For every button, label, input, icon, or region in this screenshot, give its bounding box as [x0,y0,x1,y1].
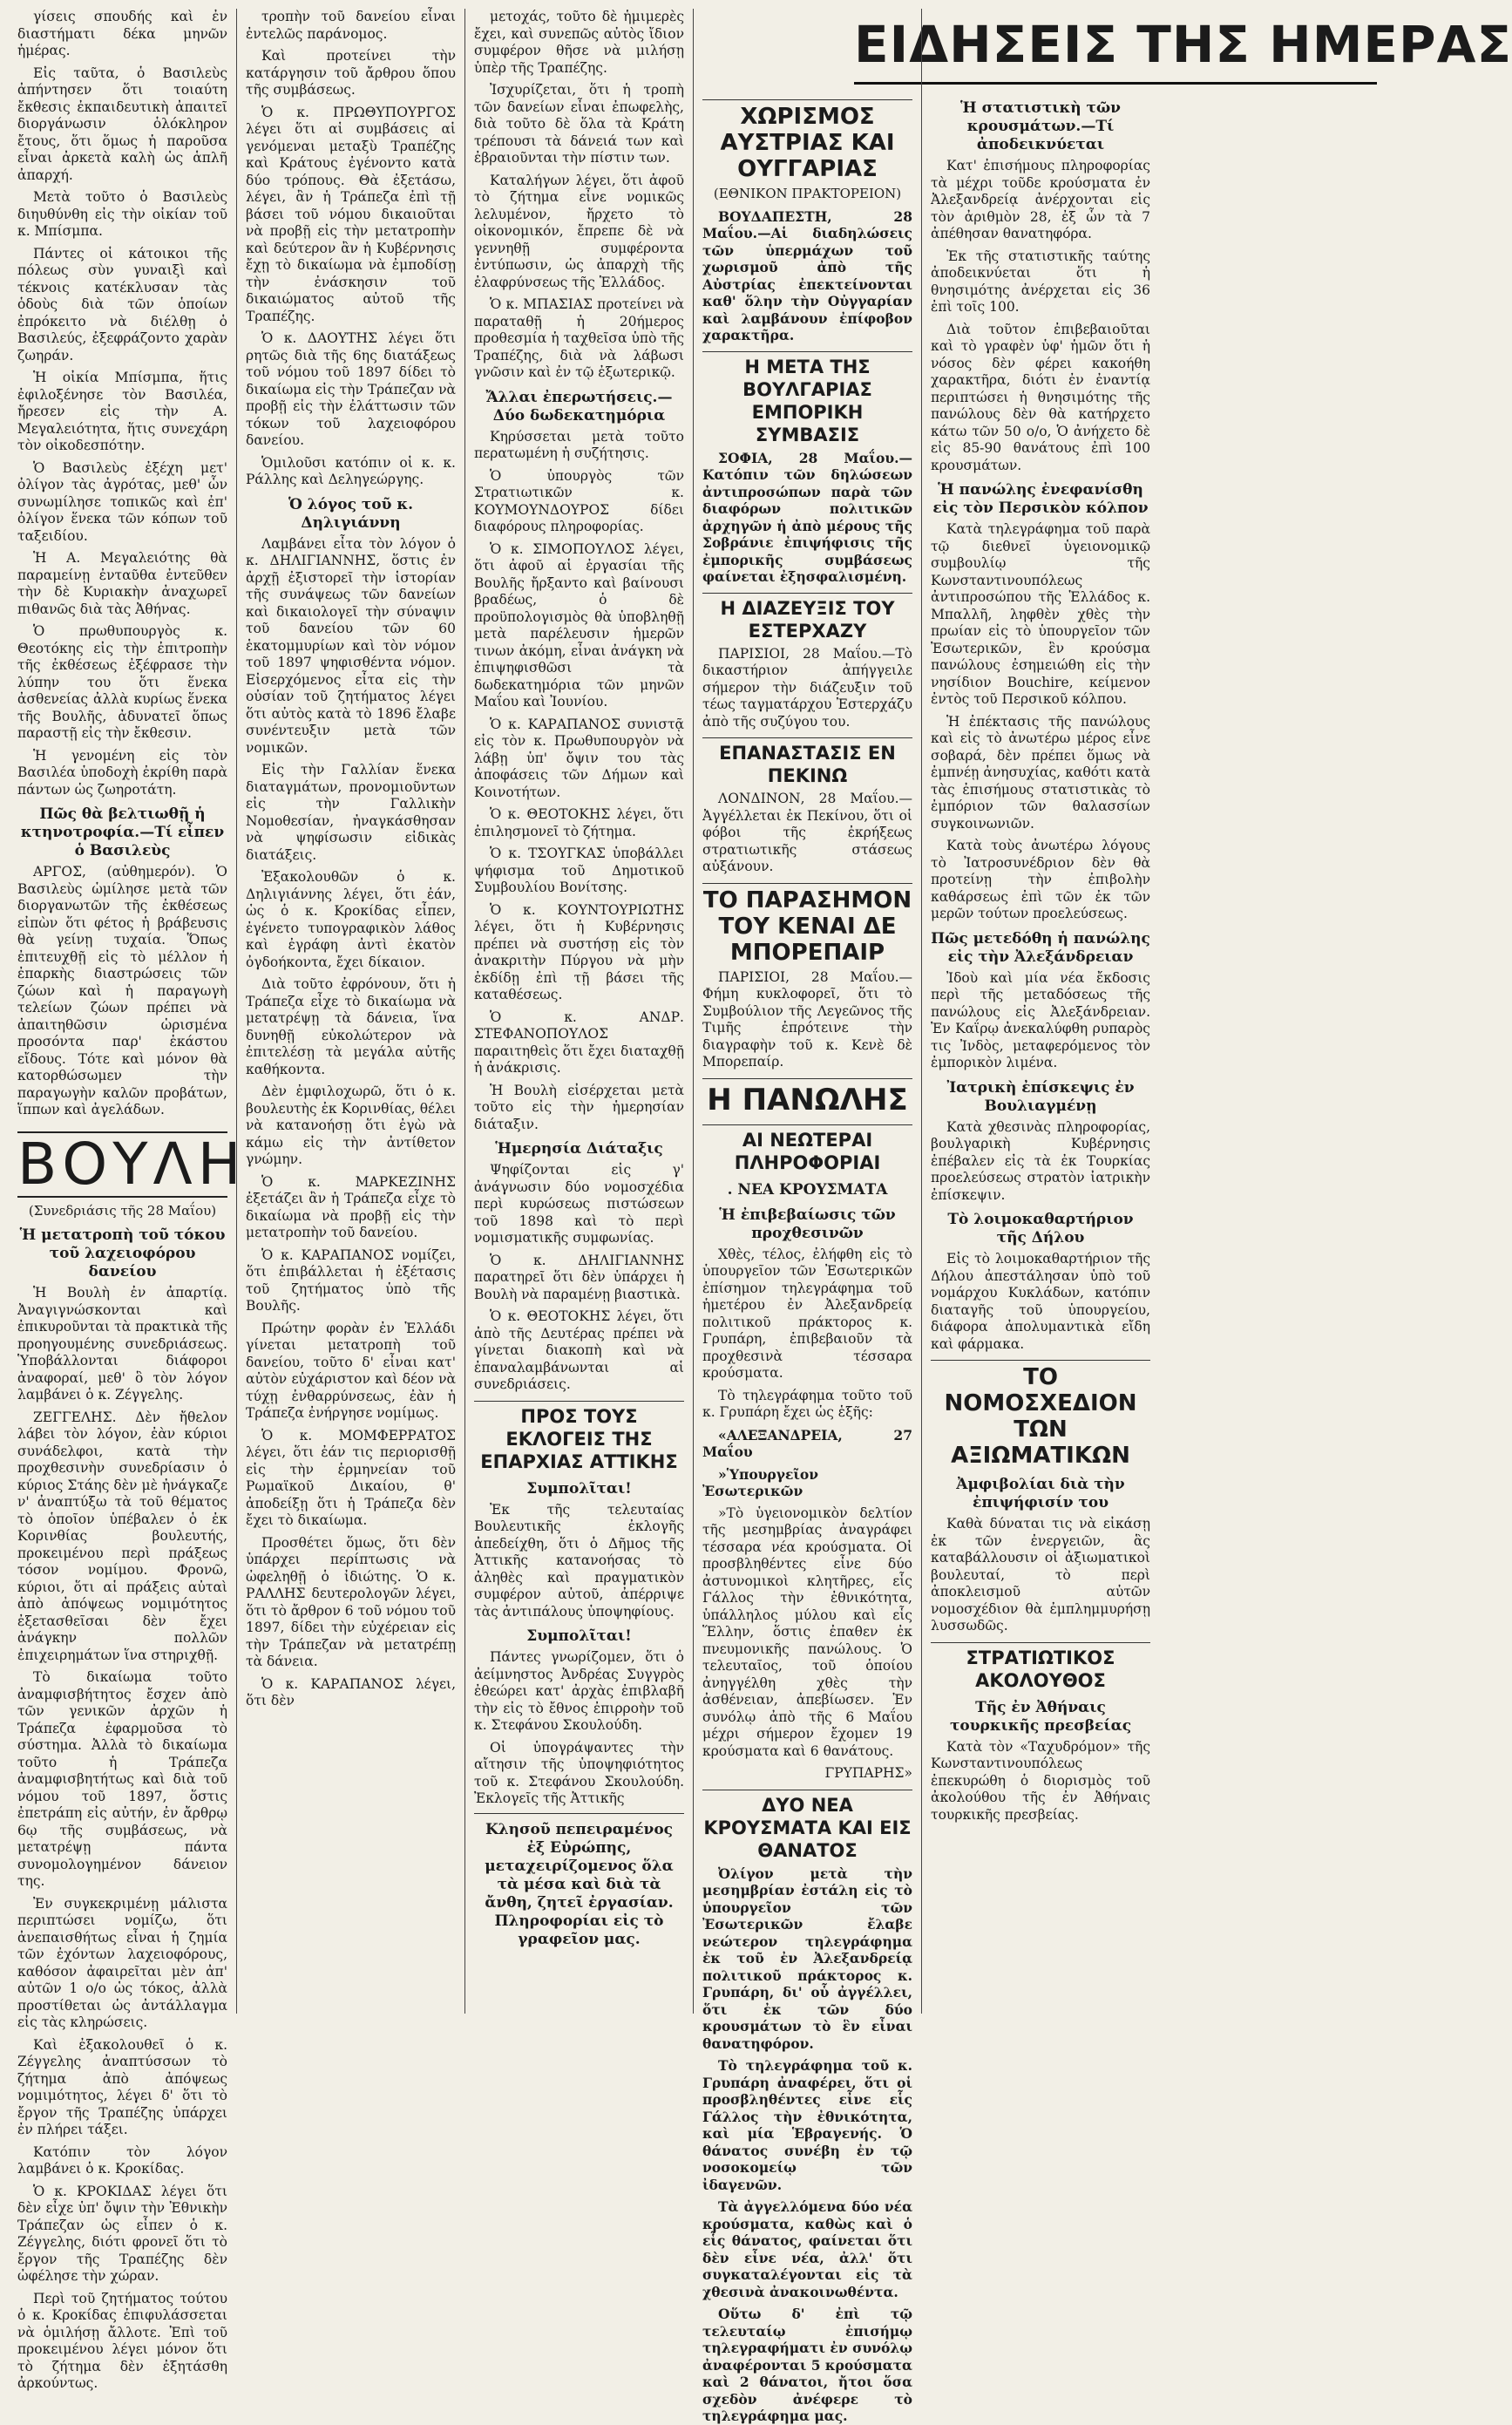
paragraph: Ὁ κ. ΠΡΩΘΥΠΟΥΡΓΟΣ λέγει ὅτι αἱ συμβάσεις αἱ γενόμεναι μεταξὺ Τραπέζης καὶ Κράτους ἐγένοντο κατὰ δύο τρόπους. Θὰ ἐξετάσω, λέγει, ἂν ἡ Τράπεζα ἐπὶ τῇ βάσει τοῦ νόμου δικαιοῦται νὰ προβῇ εἰς τὴν μετατροπὴν καὶ δεύτερον ἂν ἡ Κυβέρνησις ἔχῃ τὸ δικαίωμα νὰ ἐμποδίσῃ τὴν ἐνάσκησιν τοῦ δικαιώματος αὐτοῦ τῆς Τραπέζης. [246,104,456,324]
newspaper-page [9,9,1386,2424]
paragraph: Εἰς ταῦτα, ὁ Βασιλεὺς ἀπήντησεν ὅτι τοιαύτη ἔκθεσις ἐκπαιδευτικὴ ἀπαιτεῖ διοργάνωσιν ὁλόκληρον ἔτους, ὅτι ὅμως ἡ παροῦσα εἶναι ἀρκετὰ καλὴ ὡς ἁπλῆ ἀπαρχή. [17,65,227,183]
paragraph: Τὸ τηλεγράφημα τοῦτο τοῦ κ. Γρυπάρη ἔχει ὡς ἑξῆς: [702,1387,912,1420]
paragraph: Ὁ κ. ΚΑΡΑΠΑΝΟΣ λέγει, ὅτι δὲν [246,1675,456,1708]
article-heading: Τῆς ἐν Ἀθήναις τουρκικῆς πρεσβείας [949,1698,1132,1735]
article-heading: Πῶς μετεδόθη ἡ πανώλης εἰς τὴν Ἀλεξάνδρειαν [931,929,1150,966]
paragraph: Ἡ οἰκία Μπίσμπα, ἥτις ἐφιλοξένησε τὸν Βασιλέα, ἤρεσεν εἰς τὴν Α. Μεγαλειότητα, ἥτις συνεχάρη τὸν οἰκοδεσπότην. [17,370,227,453]
article-heading: Τὸ λοιμοκαθαρτήριον τῆς Δήλου [947,1211,1134,1246]
paragraph: γίσεις σπουδής καὶ ἐν διαστήματι δέκα μηνῶν ἡμέρας. [17,9,227,58]
paragraph: Ὁ κ. ΑΝΔΡ. ΣΤΕΦΑΝΟΠΟΥΛΟΣ παραιτηθεὶς ὅτι ἔχει διαταχθῇ ἡ ἀνάκρισις. [474,1009,684,1076]
paragraph: Ἡ Βουλὴ ἐν ἀπαρτίᾳ. Ἀναγιγνώσκονται καὶ ἐπικυροῦνται τὰ πρακτικὰ τῆς προηγουμένης συνεδριάσεως. Ὑποβάλλονται διάφοροι ἀναφοραί, μεθ' ὃ τὸν λόγον λαμβάνει ὁ κ. Ζέγγελης. [17,1285,227,1403]
article-heading: Συμπολῖται! [526,1627,632,1645]
section-title-plague: Η ΠΑΝΩΛΗΣ [702,1078,912,1117]
news-source: (ΕΘΝΙΚΟΝ ΠΡΑΚΤΟΡΕΙΟΝ) [713,186,902,201]
paragraph: Ἐν συγκεκριμένῃ μάλιστα περιπτώσει νομίζω, ὅτι ἀνεπαισθήτως εἶναι ἡ ζημία τῶν ἐχόντων λαχειοφόρους, καθόσον ἀφαιρεῖται μὲν ἀπ' αὐτῶν 1 ο/ο ὡς τόκος, ἀλλὰ προστίθεται ὡς ἀντάλλαγμα εἰς τὰς κληρώσεις. [17,1895,227,2030]
paragraph: Ὁ κ. ΣΙΜΟΠΟΥΛΟΣ λέγει, ὅτι ἀφοῦ αἱ ἐργασίαι τῆς Βουλῆς ἤρξαντο καὶ βαίνουσι βραδέως, ὁ δὲ προϋπολογισμὸς θὰ ὑποβληθῇ μετὰ παρέλευσιν ἡμερῶν τινων ἀκόμη, εἶναι ἀνάγκη νὰ ἐπιψηφισθῶσι τὰ δωδεκατημόρια τῶν μηνῶν Μαΐου καὶ Ἰουνίου. [474,540,684,710]
article-heading: Ἡ στατιστικὴ τῶν κρουσμάτων.—Τί ἀποδεικνύεται [960,99,1121,153]
section-title-medal: ΤΟ ΠΑΡΑΣΗΜΟΝ ΤΟΥ ΚΕΝΑΙ ΔΕ ΜΠΟΡΕΠΑΙΡ [702,883,912,966]
article-heading: Ἀμφιβολίαι διὰ τὴν ἐπιψήφισίν του [956,1476,1125,1511]
paragraph: Τὸ δικαίωμα τοῦτο ἀναμφισβήτητος ἔσχεν ἀπὸ τῶν γενικῶν ἀρχῶν ἡ Τράπεζα ἐφαρμοῦσα τὸ σύστημα. Ἀλλὰ τὸ δικαίωμα τοῦτο ἡ Τράπεζα ἀναμφισβητήτως καὶ διὰ τοῦ νόμου τοῦ 1897, ὅστις ἐπετράπη εἰς αὐτήν, ἐν ἄρθρῳ 6ῳ τῆς συμβάσεως, νὰ μετατρέψῃ πάντα συνομολογημένον δάνειον της. [17,1669,227,1889]
paragraph: Διὰ τοῦτο ἐφρόνουν, ὅτι ἡ Τράπεζα εἶχε τὸ δικαίωμα νὰ μετατρέψῃ τὰ δάνεια, ἵνα δυνηθῇ εὐκολώτερον νὰ ἐπιτελέσῃ τὰ μεγάλα αὐτῆς καθήκοντα. [246,976,456,1077]
paragraph: Ὁ κ. ΜΑΡΚΕΖΙΝΗΣ ἐξετάζει ἂν ἡ Τράπεζα εἶχε τὸ δικαίωμα νὰ προβῇ εἰς τὴν μετατροπὴν τοῦ δανείου. [246,1173,456,1240]
paragraph: Περὶ τοῦ ζητήματος τούτου ὁ κ. Κροκίδας ἐπιφυλάσσεται νὰ ὁμιλήσῃ ἄλλοτε. Ἐπὶ τοῦ προκειμένου λέγει μόνον ὅτι τὸ ζήτημα δὲν ἐξητάσθη ἀρκούντως. [17,2290,227,2391]
section-title-vouli: ΒΟΥΛΗ [17,1130,247,1198]
paragraph: Ὁ κ. ΜΠΑΣΙΑΣ προτείνει νὰ παραταθῇ ἡ 20ήμερος προθεσμία ἡ ταχθεῖσα ὑπὸ τῆς Τραπέζης, διὰ νὰ λάβωσι γνῶσιν καὶ ἐν τῷ ἐξωτερικῷ. [474,296,684,380]
classified-ad: Κλησοῦ πεπειραμένος ἐξ Εὐρώπης, μεταχειρίζομενος ὅλα τὰ μέσα καὶ διὰ τὰ ἄνθη, ζητεῖ ἐργασίαν. Πληροφορίαι εἰς τὸ γραφεῖον μας. [485,1820,674,1948]
paragraph: Διὰ τοῦτον ἐπιβεβαιοῦται καὶ τὸ γραφὲν ὑφ' ἡμῶν ὅτι ἡ νόσος δὲν φέρει κακοήθη χαρακτῆρα, διότι ἐν ἐναντίᾳ περιπτώσει ἡ θνησιμότης τῆς πανώλους δὲν θὰ κατήρχετο κάτω τῶν 50 ο/ο, Ὁ ἀνήχετο δὲ εἰς 85-90 θανάτους ἐπὶ 100 κρουσμάτων. [931,321,1150,473]
paragraph: ΖΕΓΓΕΛΗΣ. Δὲν ἤθελον λάβει τὸν λόγον, ἐὰν κύριοι συνάδελφοι, κατὰ τὴν προχθεσινὴν συνεδρίασιν ὁ κύριος Στάης δὲν μὲ ἠνάγκαζε ν' ἀναπτύξω τὰ τοῦ θέματος τὸ ὁποῖον ὑπέβαλεν ὁ ἐκ Κορινθίας βουλευτής, προκειμένου περὶ πράξεως τόσον νομίμου. Φρονῶ, κύριοι, ὅτι αἱ πράξεις αὐταὶ ἀπὸ ἀπόψεως νομιμότητος ἐξετασθεῖσαι δὲν ἔχει ἀνάγκην πολλῶν ἐπιχειρημάτων ἵνα στηριχθῇ. [17,1409,227,1663]
column-3 [465,9,694,2014]
section-title-elections: ΠΡΟΣ ΤΟΥΣ ΕΚΛΟΓΕΙΣ ΤΗΣ ΕΠΑΡΧΙΑΣ ΑΤΤΙΚΗΣ [474,1401,684,1473]
article-heading: Ἡ πανώλης ἐνεφανίσθη εἰς τὸν Περσικὸν κόλπον [932,481,1149,517]
paragraph: Ἐκ τῆς τελευταίας Βουλευτικῆς ἐκλογῆς ἀπεδείχθη, ὅτι ὁ Δῆμος τῆς Ἀττικῆς κατανοήσας τὸ ἀληθὲς καὶ πραγματικὸν συμφέρον αὐτοῦ, ἀπέρριψε τὰς ἀντιπάλους ὑποψηφίους. [474,1501,684,1620]
paragraph: »Ὑπουργεῖον Ἐσωτερικῶν [702,1465,818,1499]
paragraph: Προσθέτει ὅμως, ὅτι δὲν ὑπάρχει περίπτωσις νὰ ὠφεληθῇ ὁ ἰδιώτης. Ὁ κ. ΡΑΛΛΗΣ δευτερολογῶν λέγει, ὅτι τὸ ἄρθρον 6 τοῦ νόμου τοῦ 1897, δίδει τὴν εὐχέρειαν εἰς τὴν Τράπεζαν νὰ μετατρέπῃ τὰ δάνεια. [246,1534,456,1669]
paragraph: Ὁ κ. ΜΟΜΦΕΡΡΑΤΟΣ λέγει, ὅτι ἐάν τις περιορισθῇ εἰς τὴν ἑρμηνείαν τοῦ Ρωμαϊκοῦ Δικαίου, θ' ἀποδείξῃ ὅτι ἡ Τράπεζα δὲν ἔχει τὸ δικαίωμα. [246,1427,456,1528]
section-title-esterhazy: Η ΔΙΑΖΕΥΞΙΣ ΤΟΥ ΕΣΤΕΡΧΑΖΥ [702,593,912,642]
paragraph: Κατὰ χθεσινὰς πληροφορίας, βουλγαρικὴ Κυβέρνησις ἐπέβαλεν εἰς τὰ ἐκ Τουρκίας προελεύσεως στρατὸν ἰατρικὴν ἐπίσκεψιν. [931,1118,1150,1203]
article-heading: Πῶς θὰ βελτιωθῇ ἡ κτηνοτροφία.—Τί εἶπεν ὁ Βασιλεὺς [20,805,225,859]
article-heading: Συμπολῖται! [526,1479,632,1498]
paragraph: τροπὴν τοῦ δανείου εἶναι ἐντελῶς παράνομος. [246,9,456,42]
paragraph: Ὁμιλοῦσι κατόπιν οἱ κ. κ. Ράλλης καὶ Δεληγεώργης. [246,454,456,487]
paragraph: Ὁ πρωθυπουργὸς κ. Θεοτόκης εἰς τὴν ἐπιτροπὴν τῆς ἐκθέσεως ἐξέφρασε τὴν λύπην του ὅτι ἕνεκα ἀσθενείας ἀλλὰ κυρίως ἕνεκα τῆς Βουλῆς, ἀδυνατεῖ ὅπως παραστῇ εἰς τὴν ἔκθεσιν. [17,623,227,741]
paragraph: Ὁ Βασιλεὺς ἐξέχη μετ' ὀλίγον τὰς ἀγρότας, μεθ' ὧν συνωμίλησε τοπικῶς καὶ ἐπ' ὀλίγον ἕνεκα τῶν κόπων τοῦ ταξειδίου. [17,459,227,544]
banner-spacer [702,9,912,92]
paragraph: Δὲν ἐμφιλοχωρῶ, ὅτι ὁ κ. βουλευτὴς ἐκ Κορινθίας, θέλει νὰ κατανοήσῃ ὅτι ἐγὼ νὰ κάμω εἰς τὴν ἀντίθετον γνώμην. [246,1083,456,1167]
paragraph: Οἱ ὑπογράψαντες τὴν αἴτησιν τῆς ὑποψηφιότητος τοῦ κ. Στεφάνου Σκουλούδη. Ἐκλογεῖς τῆς Ἀττικῆς [474,1739,684,1806]
paragraph: Καὶ ἐξακολουθεῖ ὁ κ. Ζέγγελης ἀναπτύσσων τὸ ζήτημα ἀπὸ ἀπόψεως νομιμότητος, λέγει δ' ὅτι τὸ ἔργον τῆς Τραπέζης ὑπάρχει ἐν πλήρει τάξει. [17,2036,227,2137]
section-title-military-attache: ΣΤΡΑΤΙΩΤΙΚΟΣ ΑΚΟΛΟΥΘΟΣ [931,1642,1150,1692]
article-heading: . ΝΕΑ ΚΡΟΥΣΜΑΤΑ [727,1180,888,1199]
paragraph: Κατὰ τηλεγράφημα τοῦ παρὰ τῷ διεθνεῖ ὑγειονομικῷ συμβουλίῳ τῆς Κωνσταντινουπόλεως ἀντιπροσώπου τῆς Ἑλλάδος κ. Μπαλλῆ, ληφθὲν χθὲς τὴν πρωίαν εἰς τὸ ὑπουργεῖον τῶν Ἐσωτερικῶν, ἓν κρούσμα πανώλους ἐσημειώθη εἰς τὴν νησίδιον Bouchire, κείμενον ἐντὸς τοῦ Περσικοῦ κόλπου. [931,521,1150,707]
paragraph: »Τὸ ὑγειονομικὸν δελτίον τῆς μεσημβρίας ἀναγράφει τέσσαρα νέα κρούσματα. Οἱ προσβληθέντες εἶνε δύο ἀστυνομικοὶ κλητῆρες, εἷς Γάλλος τὴν ἐθνικότητα, ὑπάλληλος μύλου καὶ εἷς Ἕλλην, ὅστις ἐπαθεν ἐκ πνευμονικῆς πανώλους. Ὁ τελευταῖος, τοῦ ὁποίου ἀνηγγέλθη χθὲς τὴν ἀσθένειαν, ἀπεβίωσεν. Ἐν συνόλῳ ἀπὸ τῆς 6 Μαΐου μέχρι σήμερον ἔχομεν 19 κρούσματα καὶ 6 θανάτους. [702,1505,912,1759]
paragraph: Οὕτω δ' ἐπὶ τῷ τελευταίῳ ἐπισήμῳ τηλεγραφήματι ἐν συνόλῳ ἀναφέρονται 5 κρούσματα καὶ 2 θάνατοι, ἤτοι ὅσα σχεδὸν ἀνέφερε τὸ τηλεγράφημα μας. [702,2306,912,2424]
section-title-new-cases: ΔΥΟ ΝΕΑ ΚΡΟΥΣΜΑΤΑ ΚΑΙ ΕΙΣ ΘΑΝΑΤΟΣ [702,1790,912,1862]
section-title-bill: ΤΟ ΝΟΜΟΣΧΕΔΙΟΝ ΤΩΝ ΑΞΙΩΜΑΤΙΚΩΝ [931,1360,1150,1469]
divider [474,1813,684,1814]
paragraph: Κατ' ἐπισήμους πληροφορίας τὰ μέχρι τοῦδε κρούσματα ἐν Ἀλεξανδρείᾳ ἀνέρχονται εἰς τὸν ἀριθμὸν 28, ἐξ ὧν τὰ 7 ἀπέθησαν θανατηφόρα. [931,158,1150,241]
paragraph: μετοχάς, τοῦτο δὲ ἡμιμερὲς ἔχει, καὶ συνεπῶς αὐτὸς ἴδιον συμφέρον θῆσε νὰ μιλήσῃ ὑπὲρ τῆς Τραπέζης. [474,9,684,76]
paragraph: Ἰσχυρίζεται, ὅτι ἡ τροπὴ τῶν δανείων εἶναι ἐπωφελὴς, διὰ τοῦτο δὲ ὅλα τὰ Κράτη τρέπουσι τὰ δάνειά των καὶ ἐβραιοῦνται τὴν πίστιν των. [474,82,684,166]
paragraph: Ἐξακολουθῶν ὁ κ. Δηλιγιάννης λέγει, ὅτι ἐάν, ὡς ὁ κ. Κροκίδας εἶπεν, ἐγένετο τυπογραφικὸν λάθος καὶ ἐγράφη ἀντὶ ἑκατὸν ὀγδοήκοντα, ἔχει δίκαιον. [246,869,456,970]
paragraph: Ὀλίγον μετὰ τὴν μεσημβρίαν ἐστάλη εἰς τὸ ὑπουργεῖον τῶν Ἐσωτερικῶν ἔλαβε νεώτερον τηλεγράφημα ἐκ τοῦ ἐν Ἀλεξανδρείᾳ πολιτικοῦ πράκτορος κ. Γρυπάρη, δι' οὗ ἀγγέλλει, ὅτι ἐκ τῶν δύο κρουσμάτων τὸ ἓν εἶναι θανατηφόρον. [702,1865,912,2052]
paragraph: Καθὰ δύναται τις νὰ εἰκάσῃ ἐκ τῶν ἐνεργειῶν, ἃς καταβάλλουσιν οἱ ἀξιωματικοὶ βουλευταί, τὸ περὶ ἀποκλεισμοῦ αὐτῶν νομοσχέδιον θὰ ἐμπλημμυρήσῃ λυσσωδῶς. [931,1516,1150,1634]
paragraph: Εἰς τὸ λοιμοκαθαρτήριον τῆς Δήλου ἀπεστάλησαν ὑπὸ τοῦ νομάρχου Κυκλάδων, κατόπιν διαταγῆς τοῦ ὑπουργείου, διάφορα ἀπολυμαντικὰ εἴδη καὶ φάρμακα. [931,1251,1150,1352]
session-subtitle: (Συνεδριάσις τῆς 28 Μαΐου) [28,1202,217,1219]
paragraph: Ὁ κ. ΘΕΟΤΟΚΗΣ λέγει, ὅτι ἀπὸ τῆς Δευτέρας πρέπει νὰ γίνεται διακοπὴ καὶ νὰ ἐπαναλαμβάνωνται αἱ συνεδριάσεις. [474,1308,684,1392]
paragraph: Μετὰ τοῦτο ὁ Βασιλεὺς διηυθύνθη εἰς τὴν οἰκίαν τοῦ κ. Μπίσμπα. [17,189,227,239]
paragraph: Κατὰ τοὺς ἀνωτέρω λόγους τὸ Ἰατροσυνέδριον δὲν θὰ προτείνῃ τὴν ἐπιβολὴν καθάρσεως ἐπὶ τῶν ἐκ τῶν μερῶν τούτων προελεύσεως. [931,838,1150,921]
section-title-peking: ΕΠΑΝΑΣΤΑΣΙΣ ΕΝ ΠΕΚΙΝΩ [702,737,912,787]
paragraph: Ψηφίζονται εἰς γ' ἀνάγνωσιν δύο νομοσχέδια περὶ κυρώσεως πιστώσεων τοῦ 1898 καὶ τὸ περὶ νομισματικῆς συμφωνίας. [474,1162,684,1246]
section-title-austria-hungary: ΧΩΡΙΣΜΟΣ ΑΥΣΤΡΙΑΣ ΚΑΙ ΟΥΓΓΑΡΙΑΣ [702,99,912,182]
paragraph: Πάντες γνωρίζομεν, ὅτι ὁ ἀείμνηστος Ἀνδρέας Συγγρὸς ἐθεώρει κατ' ἀρχὰς ἐπιβλαβῆ τὴν εἰς τὸ ἔθνος ἐπιρροὴν τοῦ κ. Στεφάνου Σκουλούδη. [474,1649,684,1733]
section-subtitle-latest: ΑΙ ΝΕΩΤΕΡΑΙ ΠΛΗΡΟΦΟΡΙΑΙ [702,1124,912,1174]
paragraph: Λαμβάνει εἶτα τὸν λόγον ὁ κ. ΔΗΛΙΓΙΑΝΝΗΣ, ὅστις ἐν ἀρχῇ ἐξιστορεῖ τὴν ἱστορίαν τῆς συνάψεως τῶν δανείων καὶ δικαιολογεῖ τὴν σύναψιν τοῦ δανείου τῶν 60 ἑκατομμυρίων καὶ τὸν νόμον τοῦ 1897 ψηφισθέντα νόμον. Εἰσερχόμενος εἶτα εἰς τὴν οὐσίαν τοῦ ζητήματος λέγει ὅτι αὐτὸς κατὰ τὸ 1896 ἔλαβε συνέντευξιν μετὰ τῶν νομικῶν. [246,535,456,756]
paragraph: «ΑΛΕΞΑΝΔΡΕΙΑ, 27 Μαΐου [702,1426,912,1460]
column-2 [237,9,465,2014]
article-heading: Ἰατρικὴ ἐπίσκεψις ἐν Βουλιαγμένῃ [946,1078,1135,1115]
paragraph: ΒΟΥΔΑΠΕΣΤΗ, 28 Μαΐου.—Αἱ διαδηλώσεις τῶν ὑπερμάχων τοῦ χωρισμοῦ ἀπὸ τῆς Αὐστρίας ἐπεκτείνονται καθ' ὅλην τὴν Οὐγγαρίαν καὶ λαμβάνουν ἐπίφοβον χαρακτῆρα. [702,207,912,343]
column-5 [922,9,1159,2014]
paragraph: ΠΑΡΙΣΙΟΙ, 28 Μαΐου.—Τὸ δικαστήριον ἀπήγγειλε σήμερον τὴν διάζευξιν τοῦ τέως ταγματάρχου Ἐστερχάζυ ἀπὸ τῆς συζύγου του. [702,645,912,730]
paragraph: Ὁ κ. ΘΕΟΤΟΚΗΣ λέγει, ὅτι ἐπιλησμονεῖ τὸ ζήτημα. [474,806,684,839]
column-4 [694,9,922,2424]
paragraph: Ἡ γενομένη εἰς τὸν Βασιλέα ὑποδοχὴ ἐκρίθη παρὰ πάντων ὡς ζωηροτάτη. [17,747,227,798]
paragraph: Ὁ κ. ΚΑΡΑΠΑΝΟΣ νομίζει, ὅτι ἐπιβάλλεται ἡ ἐξέτασις τοῦ ζητήματος ὑπὸ τῆς Βουλῆς. [246,1246,456,1314]
paragraph: Ὁ κ. ΚΡΟΚΙΔΑΣ λέγει ὅτι δὲν εἶχε ὑπ' ὄψιν τὴν Ἐθνικὴν Τράπεζαν ὡς εἶπεν ὁ κ. Ζέγγελης, διότι φρονεῖ ὅτι τὸ ἔργον τῆς Τραπέζης δὲν ὠφέλησε τὴν χώραν. [17,2183,227,2284]
paragraph: Ὁ κ. ΚΑΡΑΠΑΝΟΣ συνιστᾷ εἰς τὸν κ. Πρωθυπουργὸν νὰ λάβῃ ὑπ' ὄψιν του τὰς ἀποφάσεις τῶν Δήμων καὶ Κοινοτήτων. [474,716,684,800]
article-heading: Ἡ ἐπιβεβαίωσις τῶν προχθεσινῶν [719,1206,896,1242]
paragraph: ΑΡΓΟΣ, (αὐθημερόν). Ὁ Βασιλεὺς ὡμίλησε μετὰ τῶν διοργανωτῶν τῆς ἐκθέσεως εἰπὼν ὅτι φέτος ἡ βράβευσις θὰ γείνῃ τυχαία. Ὅπως ἐπιτευχθῇ εἰς τὸ μέλλον ἡ ἐπαρκὴς διαστρώσεις τῶν ζώων καὶ ἡ παραγωγὴ τελείων ζώων πρέπει νὰ ἀπαιτηθῶσιν ὡρισμένα προσόντα παρ' ἑκάστου εἴδους. Τότε καὶ μόνον θὰ κατορθώσωμεν τὴν παραγωγὴν καλῶν προβάτων, ἵππων καὶ ἀγελάδων. [17,864,227,1117]
article-heading: Ἄλλαι ἐπερωτήσεις.—Δύο δωδεκατημόρια [485,388,673,425]
paragraph: Ἡ Βουλὴ εἰσέρχεται μετὰ τοῦτο εἰς τὴν ἡμερησίαν διάταξιν. [474,1082,684,1132]
banner-spacer [931,9,1150,92]
paragraph: Ὁ κ. ΤΣΟΥΓΚΑΣ ὑποβάλλει ψήφισμα τοῦ Δημοτικοῦ Συμβουλίου Βονίτσης. [474,846,684,895]
article-heading: Ἡ μετατροπὴ τοῦ τόκου τοῦ λαχειοφόρου δανείου [19,1226,226,1280]
paragraph: Πάντες οἱ κάτοικοι τῆς πόλεως σὺν γυναιξὶ καὶ τέκνοις κατέκλυσαν τὰς ὁδοὺς διὰ τῶν ὁποίων ἐπρόκειτο νὰ διέλθῃ ὁ Βασιλεύς, ἐξεφράζοντο χαρὰν ζωηράν. [17,245,227,363]
paragraph: ΣΟΦΙΑ, 28 Μαΐου.—Κατόπιν τῶν δηλώσεων ἀντιπροσώπων παρὰ τῶν διαφόρων πολιτικῶν ἀρχηγῶν ἡ ἀπὸ μέρους τῆς Σοβράνιε ἐπιψήφισις τῆς ἐμπορικῆς συμβάσεως φαίνεται ἐξησφαλισμένη. [702,449,912,585]
paragraph: Ἡ ἐπέκτασις τῆς πανώλους καὶ εἰς τὸ ἀνωτέρω μέρος εἶνε σοβαρά, δὲν πρέπει ὅμως νὰ ἐμπνέῃ ἀνησυχίας, καθότι κατὰ τὰς ἐπισήμους στατιστικὰς τὸ ἐμπόριον τῶν θαλασσίων συγκοινωνιῶν. [931,713,1150,832]
article-heading: Ὁ λόγος τοῦ κ. Δηλιγιάννη [288,495,414,532]
paragraph: Τὸ τηλεγράφημα τοῦ κ. Γρυπάρη ἀναφέρει, ὅτι οἱ προσβληθέντες εἶνε εἷς Γάλλος τὴν ἐθνικότητα, καὶ μία Ἑβραγενής. Ὁ θάνατος συνέβη ἐν τῷ νοσοκομείῳ τῶν ἰδαγενῶν. [702,2057,912,2193]
paragraph: Ἐκ τῆς στατιστικῆς ταύτης ἀποδεικνύεται ὅτι ἡ θνησιμότης ἀνέρχεται εἰς 36 ἐπὶ τοῖς 100. [931,248,1150,315]
paragraph: Κατὰ τὸν «Ταχυδρόμον» τῆς Κωνσταντινουπόλεως ἐπεκυρώθη ὁ διορισμὸς τοῦ ἀκολούθου τῆς ἐν Ἀθήναις τουρκικῆς πρεσβείας. [931,1738,1150,1823]
paragraph: ΛΟΝΔΙΝΟΝ, 28 Μαΐου.—Ἀγγέλλεται ἐκ Πεκίνου, ὅτι οἱ φόβοι τῆς ἐκρήξεως στρατιωτικῆς στάσεως αὐξάνουν. [702,791,912,874]
paragraph: Ἡ Α. Μεγαλειότης θὰ παραμείνῃ ἐνταῦθα ἐντεῦθεν τὴν δὲ Κυριακὴν ἀναχωρεῖ πιθανῶς διὰ τὰς Ἀθήνας. [17,550,227,617]
column-1 [9,9,247,2391]
paragraph: Ὁ ὑπουργὸς τῶν Στρατιωτικῶν κ. ΚΟΥΜΟΥΝΔΟΥΡΟΣ δίδει διαφόρους πληροφορίας. [474,467,684,534]
signature: ΓΡΥΠΑΡΗΣ» [824,1765,912,1781]
paragraph: Κηρύσσεται μετὰ τοῦτο περατωμένη ἡ συζήτησις. [474,428,684,461]
paragraph: Ὁ κ. ΔΗΛΙΓΙΑΝΝΗΣ παρατηρεῖ ὅτι δὲν ὑπάρχει ἡ Βουλὴ νὰ παραμένῃ βιαστικὰ. [474,1252,684,1302]
paragraph: Ὁ κ. ΚΟΥΝΤΟΥΡΙΩΤΗΣ λέγει, ὅτι ἡ Κυβέρνησις πρέπει νὰ συστήσῃ εἰς τὸν ἀνακριτὴν Πύργου νὰ μὴν ἐκδίδῃ ἐπὶ τῇ βάσει τῆς καταθέσεως. [474,901,684,1002]
paragraph: Κατόπιν τὸν λόγον λαμβάνει ὁ κ. Κροκίδας. [17,2143,227,2177]
headline-banner: ΕΙΔΗΣΕΙΣ ΤΗΣ ΗΜΕΡΑΣ [854,7,1377,85]
paragraph: Ὁ κ. ΔΑΟΥΤΗΣ λέγει ὅτι ρητῶς διὰ τῆς 6ης διατάξεως τοῦ νόμου τοῦ 1897 δίδει τὸ δικαίωμα εἰς τὴν Τράπεζαν νὰ προβῇ εἰς τὴν ἐλάττωσιν τῶν τόκων τοῦ λαχειοφόρου δανείου. [246,330,456,448]
paragraph: Καὶ προτείνει τὴν κατάργησιν τοῦ ἄρθρου ὅπου τῆς συμβάσεως. [246,48,456,98]
paragraph: Ἰδοὺ καὶ μία νέα ἔκδοσις περὶ τῆς μεταδόσεως τῆς πανώλους εἰς Ἀλεξάνδρειαν. Ἐν Καΐρῳ ἀνεκαλύφθη ρυπαρὸς τις Ἰνδὸς, μεταφερόμενος τὸν ἐμπορικὸν λιμένα. [931,969,1150,1070]
paragraph: Καταλήγων λέγει, ὅτι ἀφοῦ τὸ ζήτημα εἶνε νομικῶς λελυμένον, ἤρχετο τὸ οἰκονομικόν, ἔπρεπε δὲ νὰ γεννηθῇ συμφέροντα ἐντύπωσιν, ὡς ἀπαρχὴ τῆς ἐλαφρύνσεως τῆς Ἑλλάδος. [474,172,684,290]
article-heading: Ἡμερησία Διάταξις [495,1140,663,1158]
section-title-bulgaria: Η ΜΕΤΑ ΤΗΣ ΒΟΥΛΓΑΡΙΑΣ ΕΜΠΟΡΙΚΗ ΣΥΜΒΑΣΙΣ [702,351,912,446]
paragraph: Εἰς τὴν Γαλλίαν ἕνεκα διαταγμάτων, προνομιοῦντων εἰς τὴν Γαλλικὴν Νομοθεσίαν, ἠναγκάσθησαν νὰ ψηφίσωσιν εἰδικὰς διατάξεις. [246,762,456,863]
paragraph: Τὰ ἀγγελλόμενα δύο νέα κρούσματα, καθὼς καὶ ὁ εἷς θάνατος, φαίνεται ὅτι δὲν εἶνε νέα, ἀλλ' ὅτι συγκαταλέγονται εἰς τὰ χθεσινὰ ἀνακοινωθέντα. [702,2198,912,2300]
paragraph: Χθὲς, τέλος, ἐλήφθη εἰς τὸ ὑπουργεῖον τῶν Ἐσωτερικῶν ἐπίσημον τηλεγράφημα τοῦ ἡμετέρου ἐν Ἀλεξανδρείᾳ πολιτικοῦ πράκτορος κ. Γρυπάρη, ἐπιβεβαιοῦν τὰ προχθεσινὰ τέσσαρα κρούσματα. [702,1246,912,1381]
paragraph: ΠΑΡΙΣΙΟΙ, 28 Μαΐου.—Φήμη κυκλοφορεῖ, ὅτι τὸ Συμβούλιον τῆς Λεγεῶνος τῆς Τιμῆς ἐπρότεινε τὴν διαγραφὴν τοῦ κ. Κενὲ δὲ Μπορεπαίρ. [702,968,912,1070]
paragraph: Πρώτην φορὰν ἐν Ἑλλάδι γίνεται μετατροπὴ τοῦ δανείου, τοῦτο δ' εἶναι κατ' αὐτὸν εὐχάριστον καὶ δέον νὰ τύχῃ ἐνθαρρύνσεως, ἐὰν ἡ Τράπεζα ἐνήργησε νομίμως. [246,1320,456,1421]
